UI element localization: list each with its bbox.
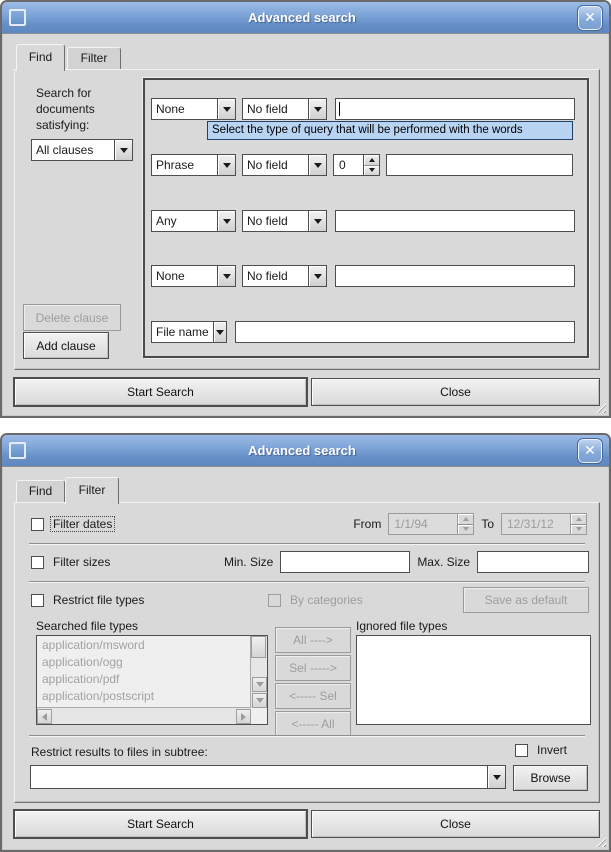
horizontal-scrollbar [37, 707, 251, 724]
find-tab-panel [14, 69, 600, 370]
filter-tab-panel [14, 502, 600, 803]
spin-down-icon[interactable] [364, 166, 379, 176]
chevron-down-icon[interactable] [487, 766, 505, 788]
invert-label: Invert [537, 743, 568, 757]
text-caret [339, 102, 340, 116]
window-title: Advanced search [248, 443, 356, 458]
by-categories-checkbox [268, 594, 281, 607]
separator [29, 543, 585, 545]
filter-dates-checkbox[interactable] [31, 518, 44, 531]
chevron-down-icon[interactable] [308, 211, 326, 231]
browse-button[interactable]: Browse [513, 765, 588, 791]
spin-down-icon [571, 525, 586, 535]
subtree-label: Restrict results to files in subtree: [31, 745, 208, 759]
titlebar[interactable] [2, 435, 609, 467]
search-for-label: Search for documents satisfying: [36, 86, 95, 132]
filename-combo[interactable]: File name [151, 321, 227, 343]
clause2-slack-spinner[interactable]: 0 [333, 154, 380, 176]
chevron-down-icon[interactable] [308, 155, 326, 175]
filter-sizes-label: Filter sizes [53, 555, 111, 569]
query-type-tooltip: Select the type of query that will be performed with the words [207, 121, 573, 140]
spin-down-icon [458, 525, 473, 535]
restrict-filetypes-row [31, 593, 146, 607]
clause3-field-combo[interactable]: No field [242, 210, 327, 232]
clause1-field-combo[interactable]: No field [242, 98, 327, 120]
max-size-label: Max. Size [417, 555, 470, 569]
invert-checkbox[interactable] [515, 744, 528, 757]
chevron-down-icon[interactable] [308, 99, 326, 119]
tab-filter[interactable]: Filter [67, 47, 121, 71]
filename-row [151, 321, 575, 343]
delete-clause-button: Delete clause [23, 304, 121, 331]
from-label: From [353, 517, 382, 531]
max-size-input[interactable] [477, 551, 589, 573]
clause4-words-input[interactable] [335, 265, 575, 287]
clause3-type-combo[interactable]: Any [151, 210, 236, 232]
move-selected-left-button: <----- Sel [275, 683, 351, 709]
by-categories-row [268, 593, 365, 607]
list-item: application/pdf [42, 672, 120, 686]
filter-sizes-row [31, 551, 589, 573]
advanced-search-window-filter [0, 433, 611, 852]
clauses-group [143, 78, 589, 358]
close-button[interactable]: Close [311, 810, 600, 838]
advanced-search-window-find [0, 0, 611, 418]
chevron-down-icon[interactable] [217, 266, 235, 286]
filter-dates-label[interactable]: Filter dates [53, 517, 113, 531]
spin-up-icon [458, 514, 473, 525]
separator [29, 735, 585, 737]
filter-sizes-checkbox[interactable] [31, 556, 44, 569]
to-date-spinner: 12/31/12 [501, 513, 587, 535]
clause-row-2 [151, 154, 573, 176]
list-item: application/postscript [42, 689, 155, 703]
searched-filetypes-label: Searched file types [36, 619, 139, 633]
clause1-words-input[interactable] [335, 98, 575, 120]
from-date-spinner: 1/1/94 [388, 513, 474, 535]
ignored-filetypes-label: Ignored file types [356, 619, 448, 633]
chevron-down-icon[interactable] [213, 322, 226, 342]
clause-row-3 [151, 210, 575, 232]
clause4-field-combo[interactable]: No field [242, 265, 327, 287]
start-search-button[interactable]: Start Search [14, 810, 307, 838]
clause2-words-input[interactable] [386, 154, 573, 176]
close-icon[interactable]: ✕ [578, 439, 602, 463]
subtree-combo[interactable] [30, 765, 506, 789]
clause-row-4 [151, 265, 575, 287]
searched-filetypes-list [36, 635, 268, 725]
list-item: application/msword [42, 638, 145, 652]
clause2-type-combo[interactable]: Phrase [151, 154, 236, 176]
min-size-label: Min. Size [223, 555, 274, 569]
separator [29, 581, 585, 583]
by-categories-label: By categories [290, 593, 363, 607]
scrollbar-thumb [251, 636, 266, 658]
chevron-down-icon[interactable] [217, 99, 235, 119]
close-icon[interactable]: ✕ [578, 6, 602, 30]
clause4-type-combo[interactable]: None [151, 265, 236, 287]
restrict-filetypes-label: Restrict file types [53, 593, 145, 607]
clause1-type-combo[interactable]: None [151, 98, 236, 120]
scroll-down-icon [252, 693, 267, 708]
min-size-input[interactable] [280, 551, 410, 573]
move-all-right-button: All ----> [275, 627, 351, 653]
ignored-filetypes-list[interactable] [356, 635, 591, 725]
to-label: To [481, 517, 494, 531]
window-menu-icon[interactable] [9, 9, 26, 26]
scroll-down-icon [252, 677, 267, 692]
window-title: Advanced search [248, 10, 356, 25]
add-clause-button[interactable]: Add clause [23, 332, 109, 359]
chevron-down-icon[interactable] [308, 266, 326, 286]
start-search-button[interactable]: Start Search [14, 378, 307, 406]
window-menu-icon[interactable] [9, 442, 26, 459]
scroll-left-icon [37, 709, 52, 724]
clause3-words-input[interactable] [335, 210, 575, 232]
chevron-down-icon[interactable] [217, 155, 235, 175]
list-item: application/ogg [42, 655, 123, 669]
move-selected-right-button: Sel -----> [275, 655, 351, 681]
restrict-filetypes-checkbox[interactable] [31, 594, 44, 607]
close-button[interactable]: Close [311, 378, 600, 406]
tab-find[interactable]: Find [16, 480, 65, 504]
tab-find[interactable]: Find [16, 44, 65, 71]
clause2-field-combo[interactable]: No field [242, 154, 327, 176]
titlebar[interactable] [2, 2, 609, 34]
scroll-right-icon [236, 709, 251, 724]
move-all-left-button: <----- All [275, 711, 351, 737]
save-as-default-button: Save as default [463, 587, 589, 613]
tab-filter[interactable]: Filter [65, 477, 119, 504]
filter-dates-row [31, 513, 587, 535]
spin-up-icon[interactable] [364, 155, 379, 166]
clause-row-1 [151, 98, 575, 120]
filename-input[interactable] [235, 321, 575, 343]
chevron-down-icon[interactable] [217, 211, 235, 231]
invert-row [515, 743, 569, 757]
vertical-scrollbar [250, 636, 267, 708]
spin-up-icon [571, 514, 586, 525]
conjunction-combo[interactable]: All clauses [31, 139, 133, 161]
chevron-down-icon[interactable] [114, 140, 132, 160]
